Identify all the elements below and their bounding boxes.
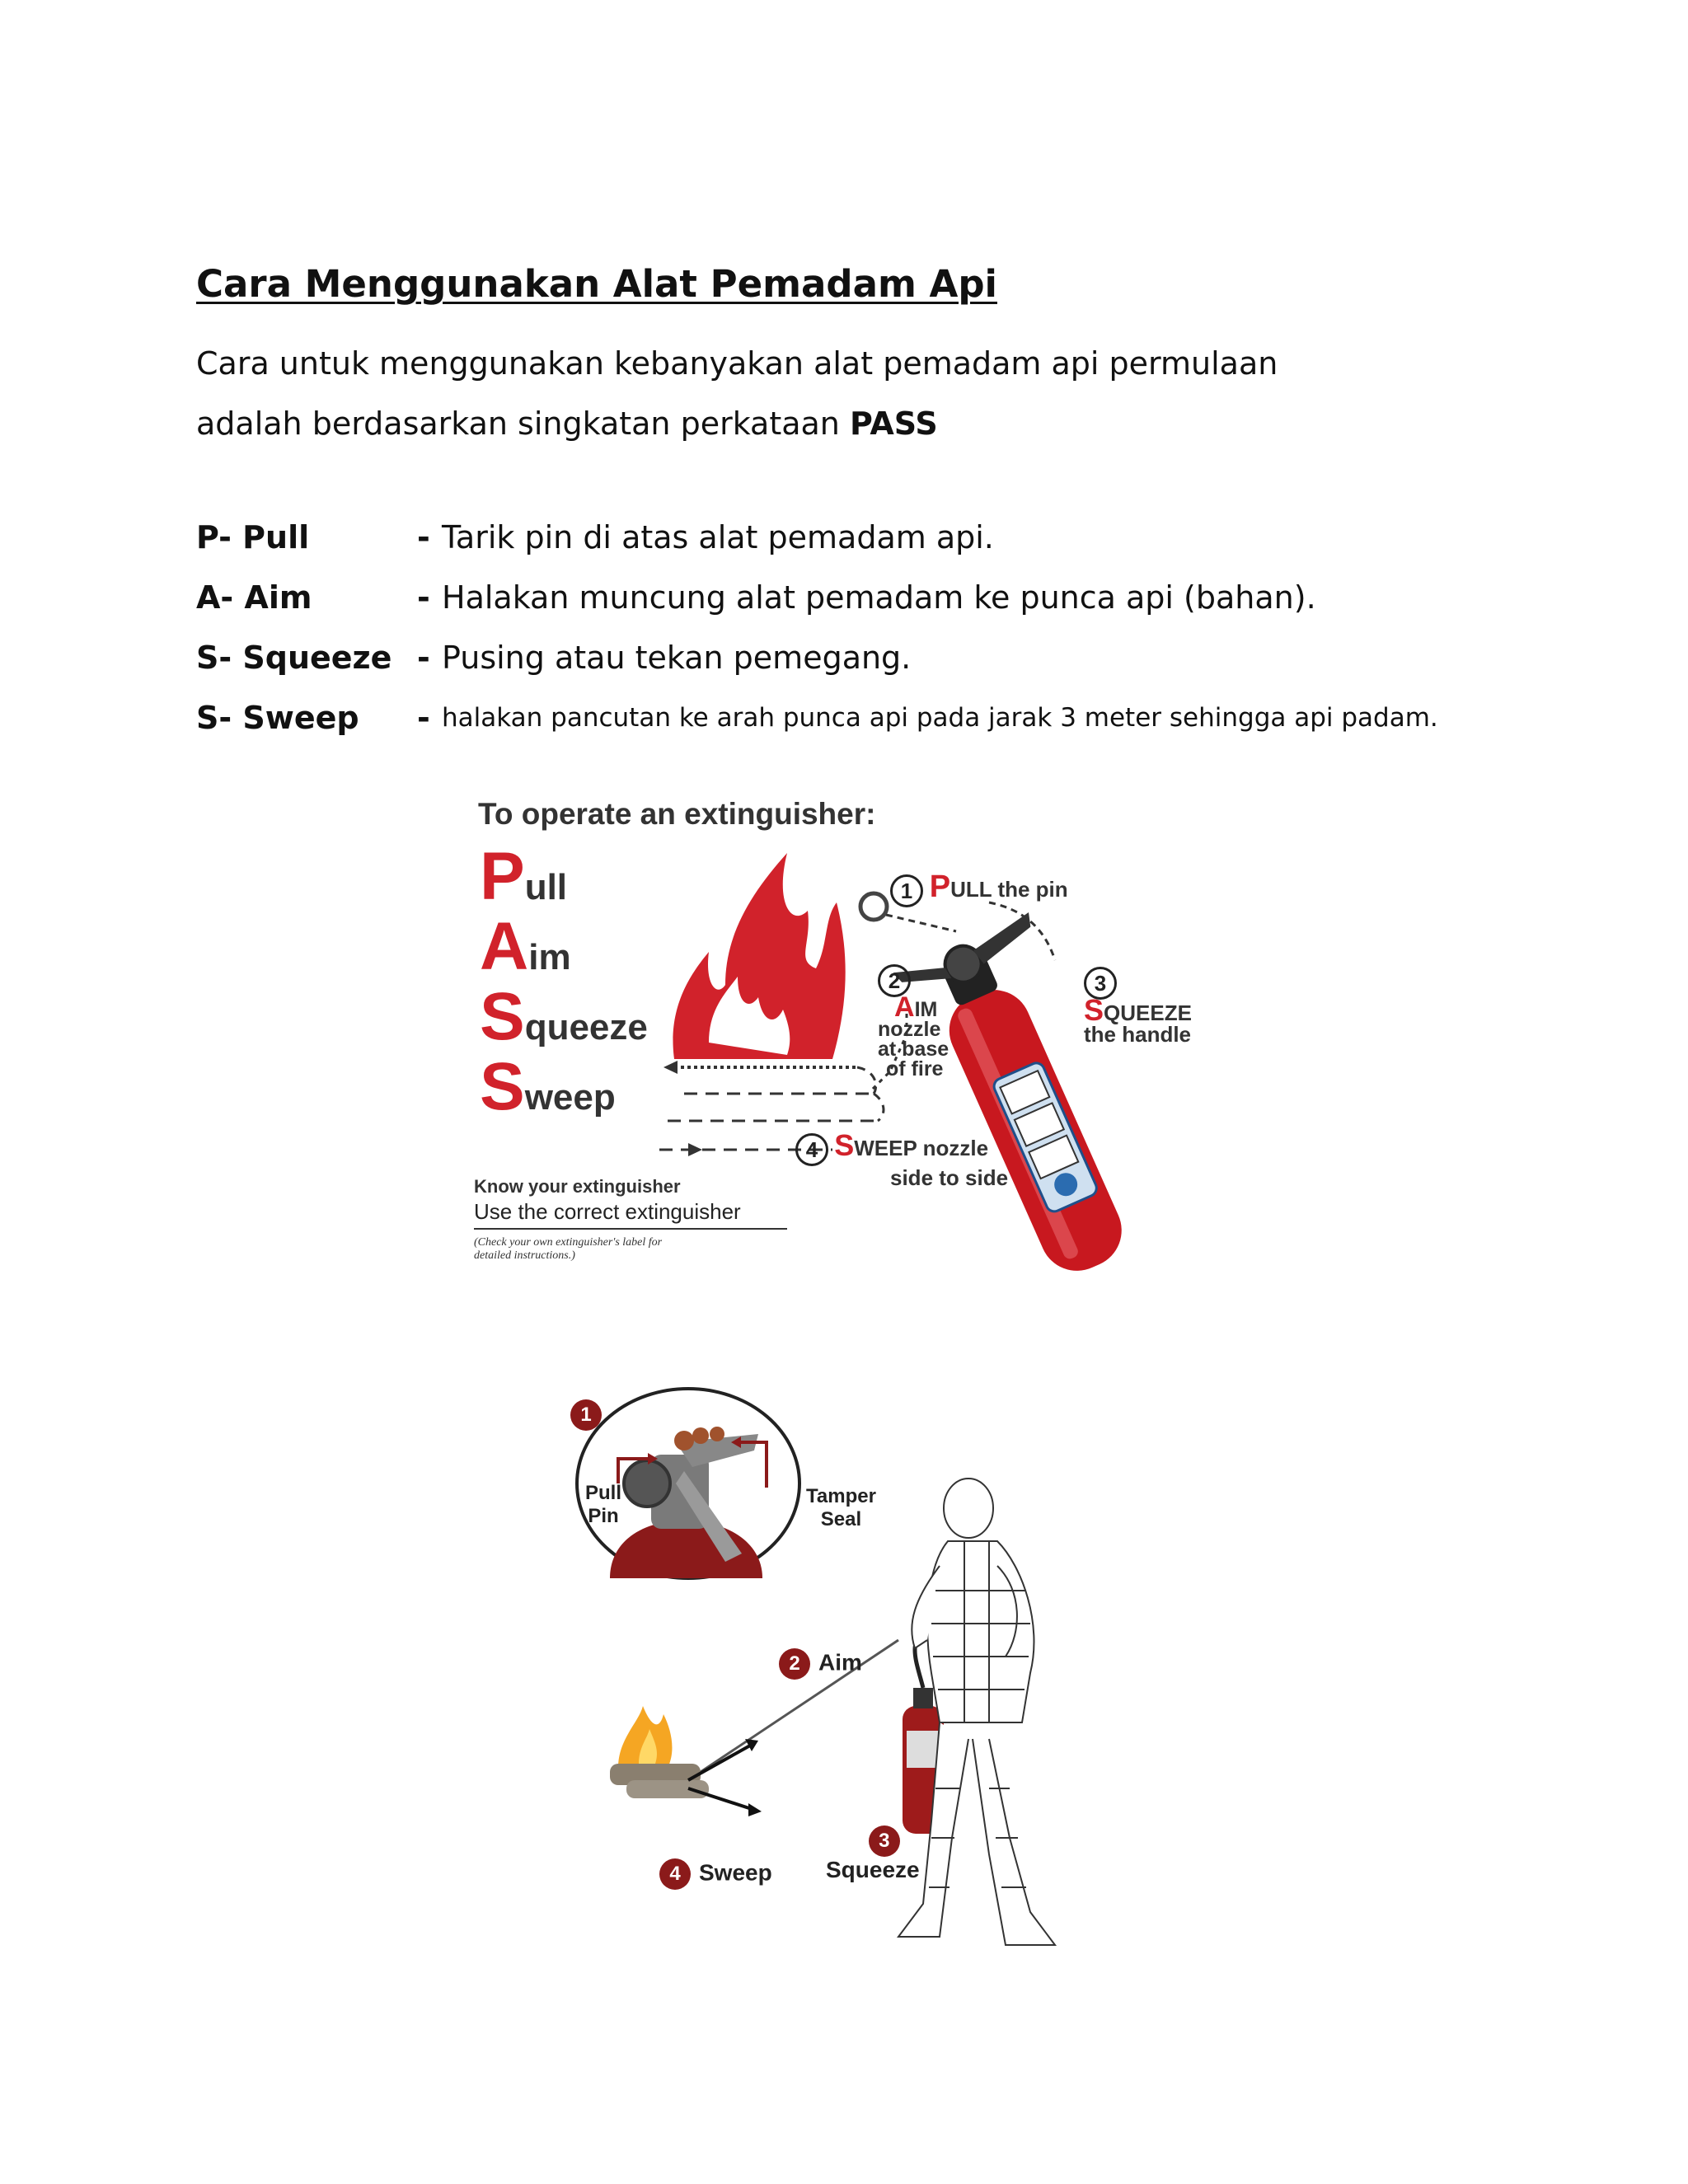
extinguisher-usage-illustration: [560, 1376, 1121, 1953]
step-cap-letter: S: [834, 1127, 855, 1162]
label-line: Pull: [585, 1482, 622, 1504]
step-caps-rest: IM: [914, 998, 938, 1021]
step-caps-rest: QUEEZE: [1104, 1001, 1192, 1025]
check-label-note: (Check your own extinguisher's label for detailed instructions.): [474, 1236, 663, 1262]
pass-step-desc: Pusing atau tekan pemegang.: [442, 639, 912, 676]
pass-step-row: [196, 567, 1647, 627]
step-line: of fire: [886, 1057, 944, 1080]
correct-extinguisher-text: Use the correct extinguisher: [474, 1199, 787, 1230]
step-rest: nozzle: [917, 1135, 989, 1160]
step-caps-rest: WEEP: [854, 1135, 917, 1160]
know-extinguisher-text: Know your extinguisher: [474, 1176, 681, 1197]
intro-line-1: Cara untuk menggunakan kebanyakan alat pemadam api permulaan: [196, 345, 1278, 382]
step-pull-label: [890, 869, 1068, 907]
pass-step-desc: Halakan muncung alat pemadam ke punca api (bahan).: [442, 579, 1316, 616]
pass-letter: A: [480, 909, 529, 984]
pass-step-row: [196, 507, 1647, 567]
label-line: Seal: [820, 1508, 862, 1530]
pass-step-key: A- Aim: [196, 579, 312, 616]
step-badge: 4: [659, 1858, 691, 1890]
step1-badge-wrap: [570, 1399, 610, 1431]
pass-illustration: [462, 787, 1220, 1294]
label-line: Pin: [588, 1505, 619, 1527]
step-sweep-label: [795, 1127, 1009, 1190]
pass-step-dash: -: [417, 518, 430, 555]
pass-letter: S: [480, 1049, 525, 1124]
squeeze-text: Squeeze: [826, 1857, 920, 1882]
intro-line-2: [196, 394, 1556, 454]
pass-step-row: [196, 627, 1647, 687]
pass-step-key: S- Sweep: [196, 699, 359, 736]
pass-step-desc: Tarik pin di atas alat pemadam api.: [442, 518, 994, 555]
step-number: 2: [878, 964, 911, 997]
pass-acronym: PASS: [849, 405, 938, 442]
step-line: at base: [878, 1038, 950, 1061]
step-badge: 1: [570, 1399, 602, 1431]
pass-step-dash: -: [417, 579, 430, 616]
pass-steps-list: [196, 507, 1647, 748]
tamper-seal-label: [806, 1485, 876, 1531]
campfire-icon: [610, 1706, 709, 1798]
step-cap-letter: S: [1084, 993, 1104, 1027]
step-line: side to side: [890, 1165, 1009, 1190]
step-line: nozzle: [878, 1018, 941, 1041]
pass-letter: P: [480, 839, 525, 914]
step-squeeze-label: [1084, 967, 1192, 1045]
step-cap-letter: P: [929, 869, 951, 904]
sweep-label: [659, 1858, 772, 1890]
pass-step-dash: -: [417, 639, 430, 676]
step-number: 1: [890, 874, 923, 907]
pass-word-rest: weep: [524, 1077, 616, 1118]
pin-ring-icon: [860, 893, 887, 920]
pass-letter: S: [480, 979, 525, 1054]
step-rest: the pin: [992, 877, 1068, 902]
pass-word-rest: queeze: [524, 1007, 648, 1047]
label-line: Tamper: [806, 1485, 876, 1507]
pass-step-key: P- Pull: [196, 518, 310, 555]
page-title: Cara Menggunakan Alat Pemadam Api: [196, 262, 997, 306]
pass-step-desc: halakan pancutan ke arah punca api pada jarak 3 meter sehingga api padam.: [442, 702, 1438, 733]
aim-text: Aim: [818, 1649, 862, 1675]
step-cap-letter: A: [894, 991, 915, 1023]
intro-paragraph: [196, 334, 1556, 454]
step-badge: 2: [779, 1648, 810, 1680]
pass-step-row: [196, 687, 1647, 748]
pass-word-rest: ull: [524, 867, 568, 907]
step-line: the handle: [1084, 1022, 1192, 1047]
sweep-text: Sweep: [699, 1859, 772, 1886]
pass-word-rest: im: [528, 937, 571, 977]
pull-pin-label: [585, 1482, 621, 1528]
step-number: 4: [795, 1133, 828, 1166]
step-badge: 3: [869, 1825, 900, 1857]
step-number: 3: [1084, 967, 1117, 1000]
squeeze-label: [826, 1825, 920, 1883]
pass-step-dash: -: [417, 699, 430, 736]
intro-line-2-text: adalah berdasarkan singkatan perkataan: [196, 405, 850, 442]
figure-heading: To operate an extinguisher:: [478, 797, 876, 831]
step-aim-label: [878, 964, 949, 1079]
step-caps-rest: ULL: [950, 877, 992, 902]
aim-label: [779, 1648, 862, 1680]
pass-step-key: S- Squeeze: [196, 639, 392, 676]
